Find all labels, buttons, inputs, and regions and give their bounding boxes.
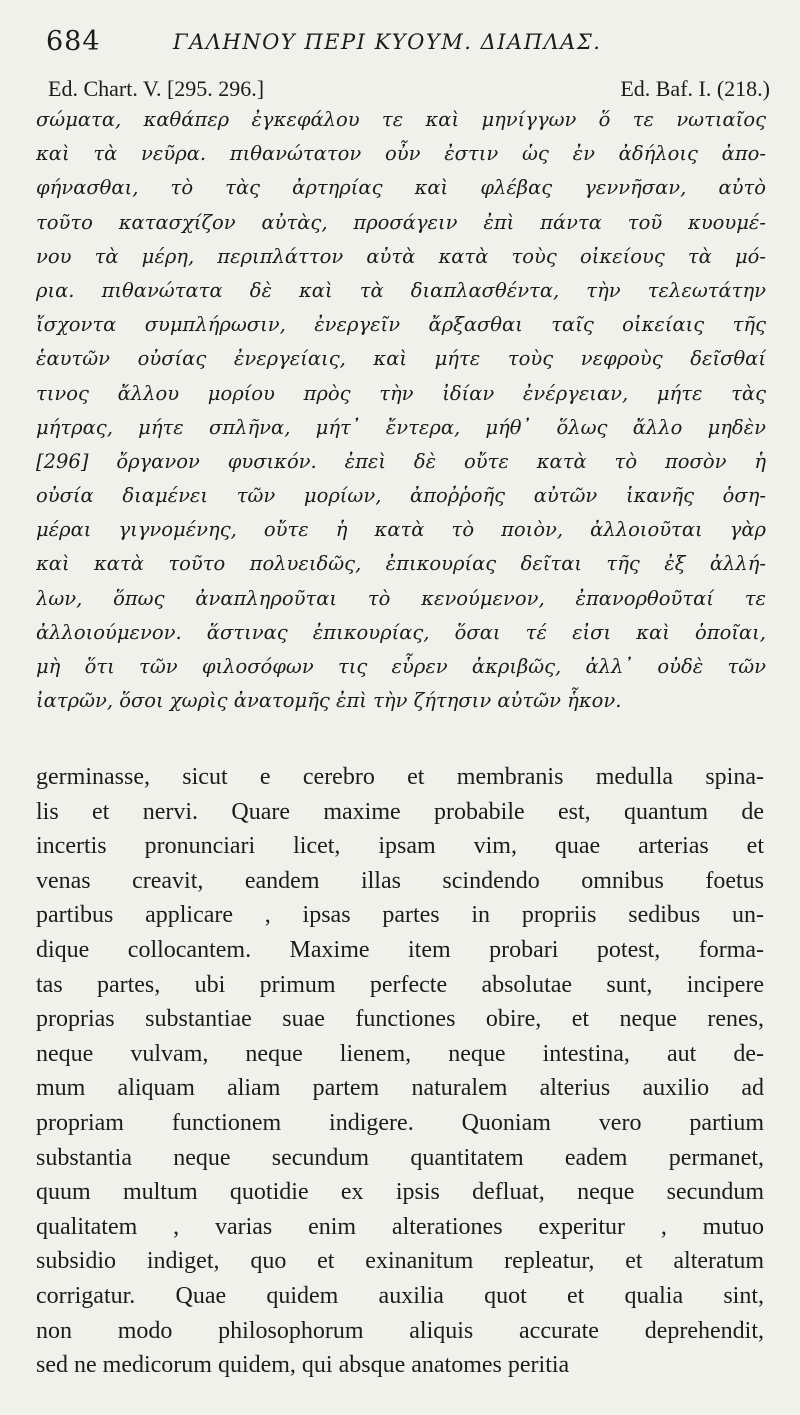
greek-text-line: νου τὰ μέρη, περιπλάττον αὐτὰ κατὰ τοὺς οἰκείους τὰ μό- [36,244,766,268]
greek-text-line: σώματα, καθάπερ ἐγκεφάλου τε καὶ μηνίγγων ὅ τε νωτιαῖος [36,108,766,131]
greek-text-line: ἀλλοιούμενον. ἅστινας ἐπικουρίας, ὅσαι τέ εἰσι καὶ ὁποῖαι, [36,620,766,644]
latin-text-line: lis et nervi. Quare maxime probabile est, quantum de [36,798,764,825]
greek-text-line: [296] ὄργανον φυσικόν. ἐπεὶ δὲ οὔτε κατὰ τὸ ποσὸν ἡ [36,449,766,473]
latin-text-line: partibus applicare , ipsas partes in propriis sedibus un- [36,902,764,929]
greek-text-line: λων, ὅπως ἀναπληροῦται τὸ κενούμενον, ἐπανορθοῦταί τε [36,586,766,610]
edition-reference-basel: Ed. Baf. I. (218.) [620,76,770,101]
latin-text-line: incertis pronunciari licet, ipsam vim, quae arterias et [36,833,764,860]
greek-text-line: οὐσία διαμένει τῶν μορίων, ἀποῤῥοῆς αὐτῶν ἱκανῆς ὁση- [36,484,766,508]
greek-text-block [36,103,766,718]
latin-text-line: quum multum quotidie ex ipsis defluat, neque secundum [36,1179,764,1206]
running-head [46,26,746,66]
latin-text-line: venas creavit, eandem illas scindendo omnibus foetus [36,867,764,894]
latin-text-line: sed ne medicorum quidem, qui absque anatomes peritia [36,1352,570,1379]
latin-text-line: propriam functionem indigere. Quoniam vero partium [36,1109,764,1136]
greek-text-line: ἰατρῶν, ὅσοι χωρὶς ἀνατομῆς ἐπὶ τὴν ζήτησιν αὐτῶν ἧκον. [36,689,622,713]
greek-text-line: μὴ ὅτι τῶν φιλοσόφων τις εὗρεν ἀκριβῶς, ἀλλ᾽ οὐδὲ τῶν [36,655,766,678]
greek-text-line: μέραι γιγνομένης, οὔτε ἡ κατὰ τὸ ποιὸν, ἀλλοιοῦται γὰρ [36,518,766,542]
latin-text-line: corrigatur. Quae quidem auxilia quot et qualia sint, [36,1282,764,1309]
greek-text-line: τοῦτο κατασχίζον αὐτὰς, προσάγειν ἐπὶ πάντα τοῦ κυουμέ- [36,210,766,234]
greek-text-line: φήνασθαι, τὸ τὰς ἀρτηρίας καὶ φλέβας γεννῆσαν, αὐτὸ [36,176,766,200]
greek-text-line: μήτρας, μήτε σπλῆνα, μήτ᾽ ἔντερα, μήθ᾽ ὅλως ἄλλο μηδὲν [36,415,766,439]
latin-text-block [36,760,764,1383]
edition-reference-chartier: Ed. Chart. V. [295. 296.] [48,76,265,101]
latin-text-line: mum aliquam aliam partem naturalem alterius auxilio ad [36,1075,764,1102]
latin-text-line: subsidio indiget, quo et exinanitum repleatur, et alteratum [36,1248,764,1275]
greek-text-line: καὶ κατὰ τοῦτο πολυειδῶς, ἐπικουρίας δεῖται τῆς ἐξ ἀλλή- [36,552,766,576]
greek-text-line: ἑαυτῶν οὐσίας ἐνεργείαις, καὶ μήτε τοὺς νεφροὺς δεῖσθαί [36,347,766,371]
latin-text-line: tas partes, ubi primum perfecte absolutae sunt, incipere [36,971,764,998]
latin-text-line: qualitatem , varias enim alterationes experitur , mutuo [36,1213,764,1240]
running-title: ΓΑΛΗΝΟΥ ΠΕΡΙ ΚΥΟΥΜ. ΔΙΑΠΛΑΣ. [173,30,602,54]
page-number: 684 [46,26,101,57]
latin-text-line: proprias substantiae suae functiones obire, et neque renes, [36,1006,764,1033]
latin-text-line: neque vulvam, neque lienem, neque intestina, aut de- [36,1040,764,1067]
latin-text-line: germinasse, sicut e cerebro et membranis medulla spina- [36,764,764,790]
latin-text-line: dique collocantem. Maxime item probari potest, forma- [36,936,764,963]
greek-text-line: ἴσχοντα συμπλήρωσιν, ἐνεργεῖν ἄρξασθαι ταῖς οἰκείαις τῆς [36,313,766,337]
latin-text-line: non modo philosophorum aliquis accurate deprehendit, [36,1317,764,1344]
greek-text-line: τινος ἄλλου μορίου πρὸς τὴν ἰδίαν ἐνέργειαν, μήτε τὰς [36,381,766,405]
greek-text-line: καὶ τὰ νεῦρα. πιθανώτατον οὖν ἐστιν ὡς ἐν ἀδήλοις ἀπο- [36,142,766,166]
greek-text-line: ρια. πιθανώτατα δὲ καὶ τὰ διαπλασθέντα, τὴν τελεωτάτην [36,278,766,302]
latin-text-line: substantia neque secundum quantitatem eadem permanet, [36,1144,764,1171]
